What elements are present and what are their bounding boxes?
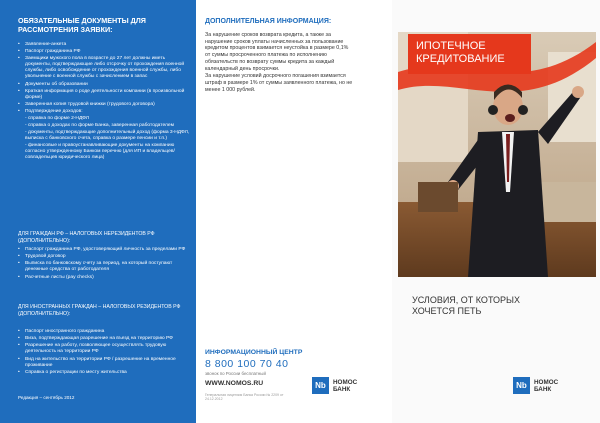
foreign-item: • Справка о регистрации по месту жительства <box>18 370 190 376</box>
income-subitem: - финансовые и правоустанавливающие документы на компанию согласно утвержденному Банком перечню (для ИП и владельцев/совладельцев юридического лица) <box>25 143 175 161</box>
info-panel <box>196 0 392 423</box>
additional-paragraph: За нарушение условий досрочного погашения взимается штраф в размере 1% от суммы заявленного платежа, но не менее 1 000 рублей. <box>205 73 353 93</box>
nonresident-item: • Выписка по банковскому счету за период, на который поступают денежные средства от работодателя <box>18 261 190 273</box>
document-item: • Паспорт гражданина РФ <box>18 49 190 55</box>
foreign-item: • Разрешение на работу, позволяющее осуществлять трудовую деятельность на территории РФ <box>18 343 190 355</box>
cover-tagline: УСЛОВИЯ, ОТ КОТОРЫХ ХОЧЕТСЯ ПЕТЬ <box>412 295 521 316</box>
additional-info-title: ДОПОЛНИТЕЛЬНАЯ ИНФОРМАЦИЯ: <box>205 18 332 25</box>
income-subitem: - справка по форме 2-НДФЛ <box>25 116 89 122</box>
document-item: • Заверенная копия трудовой книжки (трудового договора) <box>18 102 190 108</box>
foreign-item: • Паспорт иностранного гражданина <box>18 329 190 335</box>
foreign-title: ДЛЯ ИНОСТРАННЫХ ГРАЖДАН – НАЛОГОВЫХ РЕЗИДЕНТОВ РФ (ДОПОЛНИТЕЛЬНО): <box>18 304 181 317</box>
logo-mark: Nb <box>312 377 329 394</box>
foreign-list <box>18 329 190 377</box>
website-link[interactable]: WWW.NOMOS.RU <box>205 380 264 387</box>
edition-note: Редакция – сентябрь 2012 <box>18 395 75 400</box>
nonresident-item: • Расчетные листы (pay checks) <box>18 275 190 281</box>
foreign-item: • Вид на жительство на территории РФ / разрешение на временное проживание <box>18 357 190 369</box>
document-item: • Заемщики мужского пола в возрасте до 27 лет должны иметь документы, подтверждающие либо отсрочку от прохождения военной службы, либо освобождение от прохождения военной службы, либо увольнение с военной службы с зачислением в запас <box>18 56 190 80</box>
cover-panel <box>392 0 600 423</box>
bank-logo <box>513 377 558 394</box>
phone-number[interactable]: 8 800 100 70 40 <box>205 358 289 370</box>
additional-info-text <box>205 32 355 94</box>
bank-logo <box>312 377 357 394</box>
cover-banner: ИПОТЕЧНОЕ КРЕДИТОВАНИЕ <box>408 34 531 74</box>
logo-line: БАНК <box>333 385 351 393</box>
nonresident-item: • Трудовой договор <box>18 254 190 260</box>
logo-line: НОМОС <box>333 378 358 386</box>
nonresident-item: • Паспорт гражданина РФ, удостоверяющий личность за пределами РФ <box>18 247 190 253</box>
documents-panel <box>0 0 196 423</box>
additional-paragraph: За нарушение сроков возврата кредита, а также за нарушение сроков уплаты начисленных за пользование кредитом процентов взимается неустойка в размере 0,1% от суммы просроченного платежа по исполнению обязательств по возврату суммы кредита за каждый календарный день просрочки. <box>205 32 349 72</box>
info-center-title: ИНФОРМАЦИОННЫЙ ЦЕНТР <box>205 349 303 356</box>
document-item: • Краткая информация о роде деятельности компании (в произвольной форме) <box>18 89 190 101</box>
document-item: • Заявление-анкета <box>18 42 190 48</box>
logo-line: БАНК <box>534 385 552 393</box>
documents-list <box>18 42 190 162</box>
legal-note: Генеральная лицензия Банка России № 2209 от 24.12.2012 <box>205 393 284 402</box>
nonresident-list <box>18 247 190 282</box>
phone-note: звонок по России бесплатный <box>205 371 266 376</box>
logo-line: НОМОС <box>534 378 559 386</box>
documents-title: ОБЯЗАТЕЛЬНЫЕ ДОКУМЕНТЫ ДЛЯ РАССМОТРЕНИЯ ЗАЯВКИ: <box>18 16 146 34</box>
document-item: • Подтверждение доходов: <box>18 109 190 115</box>
logo-name <box>333 379 357 393</box>
logo-mark: Nb <box>513 377 530 394</box>
foreign-item: • Виза, подтверждающая разрешение на въезд на территорию РФ <box>18 336 190 342</box>
income-subitem: - справка о доходах по форме Банка, заверенная работодателем <box>25 123 174 129</box>
logo-name <box>534 379 558 393</box>
nonresident-title: ДЛЯ ГРАЖДАН РФ – НАЛОГОВЫХ НЕРЕЗИДЕНТОВ РФ (ДОПОЛНИТЕЛЬНО): <box>18 231 155 244</box>
document-item: • Документы об образовании <box>18 82 190 88</box>
income-subitem: - документы, подтверждающие дополнительный доход (форма 3-НДФЛ, выписка с банковского счета, справка о размере пенсии и т.п.) <box>25 130 190 142</box>
